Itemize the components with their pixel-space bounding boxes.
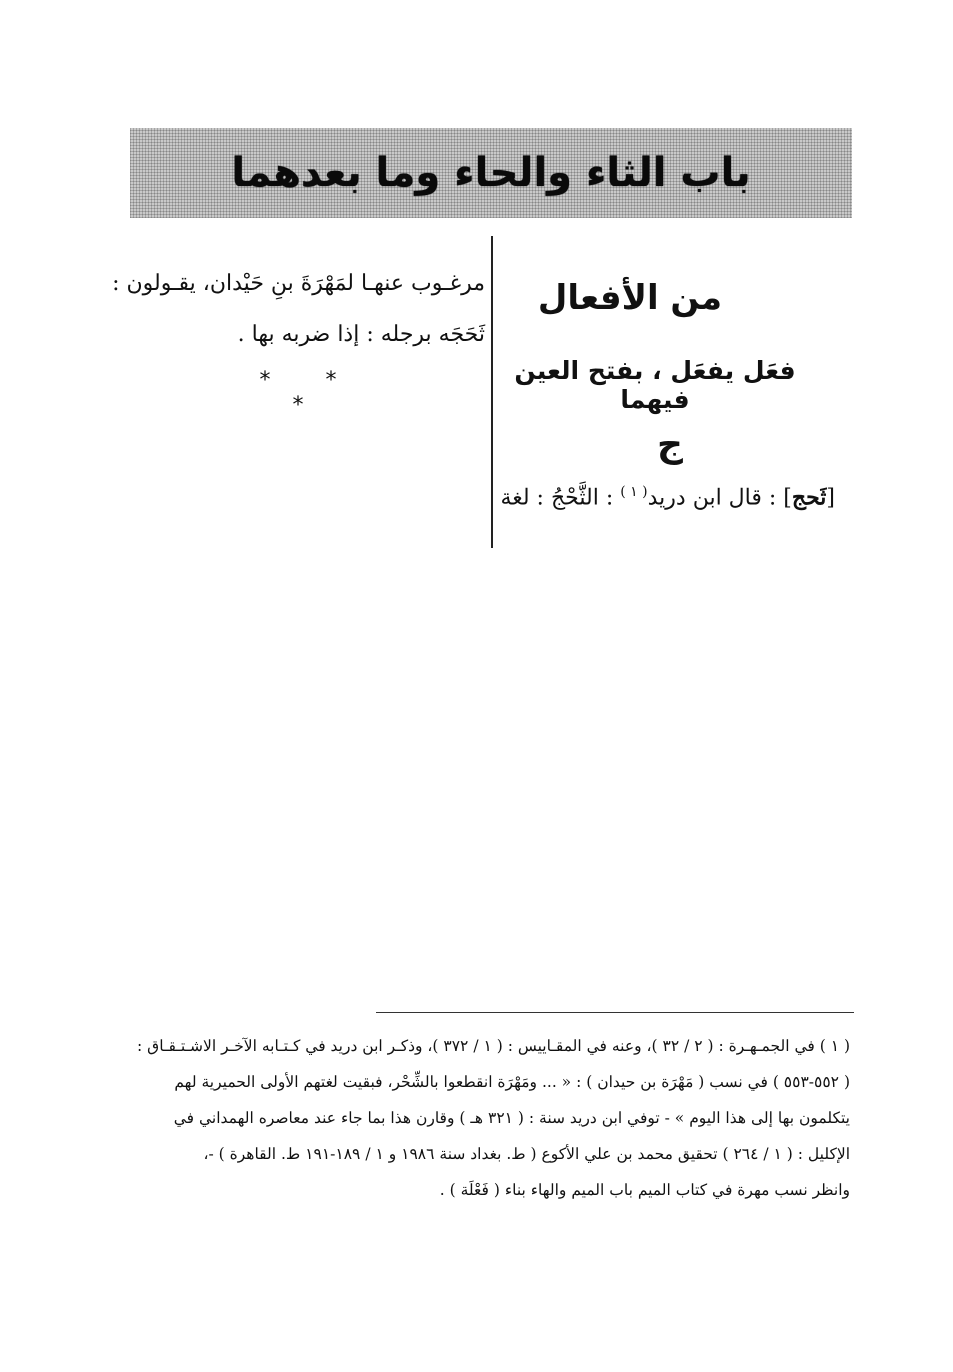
- left-column-line-2: ثَحَجَه برجله : إذا ضربه بها .: [237, 322, 485, 347]
- entry-text-after-ref: : الثَّحْجُ : لغة: [500, 485, 614, 511]
- section-subheading: فعَل يفعَل ، بفتح العين فيهما: [514, 356, 796, 414]
- root-letter: ج: [657, 424, 683, 465]
- footnote-line-4: الإكليل : ( ١ / ٢٦٤ ) تحقيق محمد بن علي الأكوع ( ط. بغداد سنة ١٩٨٦ و ١ / ١٨٩-١٩١ ط. القاهرة ) -،: [203, 1145, 850, 1163]
- left-column-line-1: مرغـوب عنهـا لمَهْرَةَ بنِ حَيْدان، يقـولون :: [112, 271, 485, 296]
- footnote-ref: ( ١ ): [620, 484, 648, 500]
- chapter-banner: [130, 128, 852, 218]
- footnote-line-5: وانظر نسب مهرة في كتاب الميم باب الميم والهاء بناء ( فَعْلَة ) .: [439, 1181, 850, 1199]
- section-end-stars: * * *: [259, 368, 361, 418]
- footnote-separator: [376, 1012, 854, 1013]
- entry-text-before-ref: قال ابن دريد: [647, 485, 762, 511]
- column-divider: [491, 236, 493, 548]
- entry-line: [500, 484, 835, 510]
- entry-open-bracket: [: [826, 485, 835, 511]
- chapter-title: باب الثاء والحاء وما بعدهما: [231, 150, 751, 196]
- footnotes: [130, 1028, 850, 1208]
- entry-headword: ثَحج: [791, 484, 827, 511]
- footnote-line-3: يتكلمون بها إلى هذا اليوم » - توفي ابن دريد سنة : ( ٣٢١ هـ ) وقارن هذا بما جاء عند معاصره الهمداني في: [173, 1109, 850, 1127]
- left-column: [112, 258, 485, 360]
- footnote-line-2: ( ٥٥٢-٥٥٣ ) في نسب ( مَهْرَة بن حيدان ) : « ... ومَهْرَة انقطعوا بالشِّحْر، فبقيت لغتهم الأولى الحميرية لهم: [174, 1073, 850, 1091]
- entry-close-bracket: ] :: [768, 485, 792, 511]
- footnote-line-1: ( ١ ) في الجمـهـرة : ( ٢ / ٣٢ )، وعنه في المقـاييس : ( ١ / ٣٧٢ )، وذكـر ابن دريد في كـتـابه الآخـر الاشـتـقـاق :: [137, 1037, 850, 1055]
- section-heading: من الأفعال: [537, 278, 723, 318]
